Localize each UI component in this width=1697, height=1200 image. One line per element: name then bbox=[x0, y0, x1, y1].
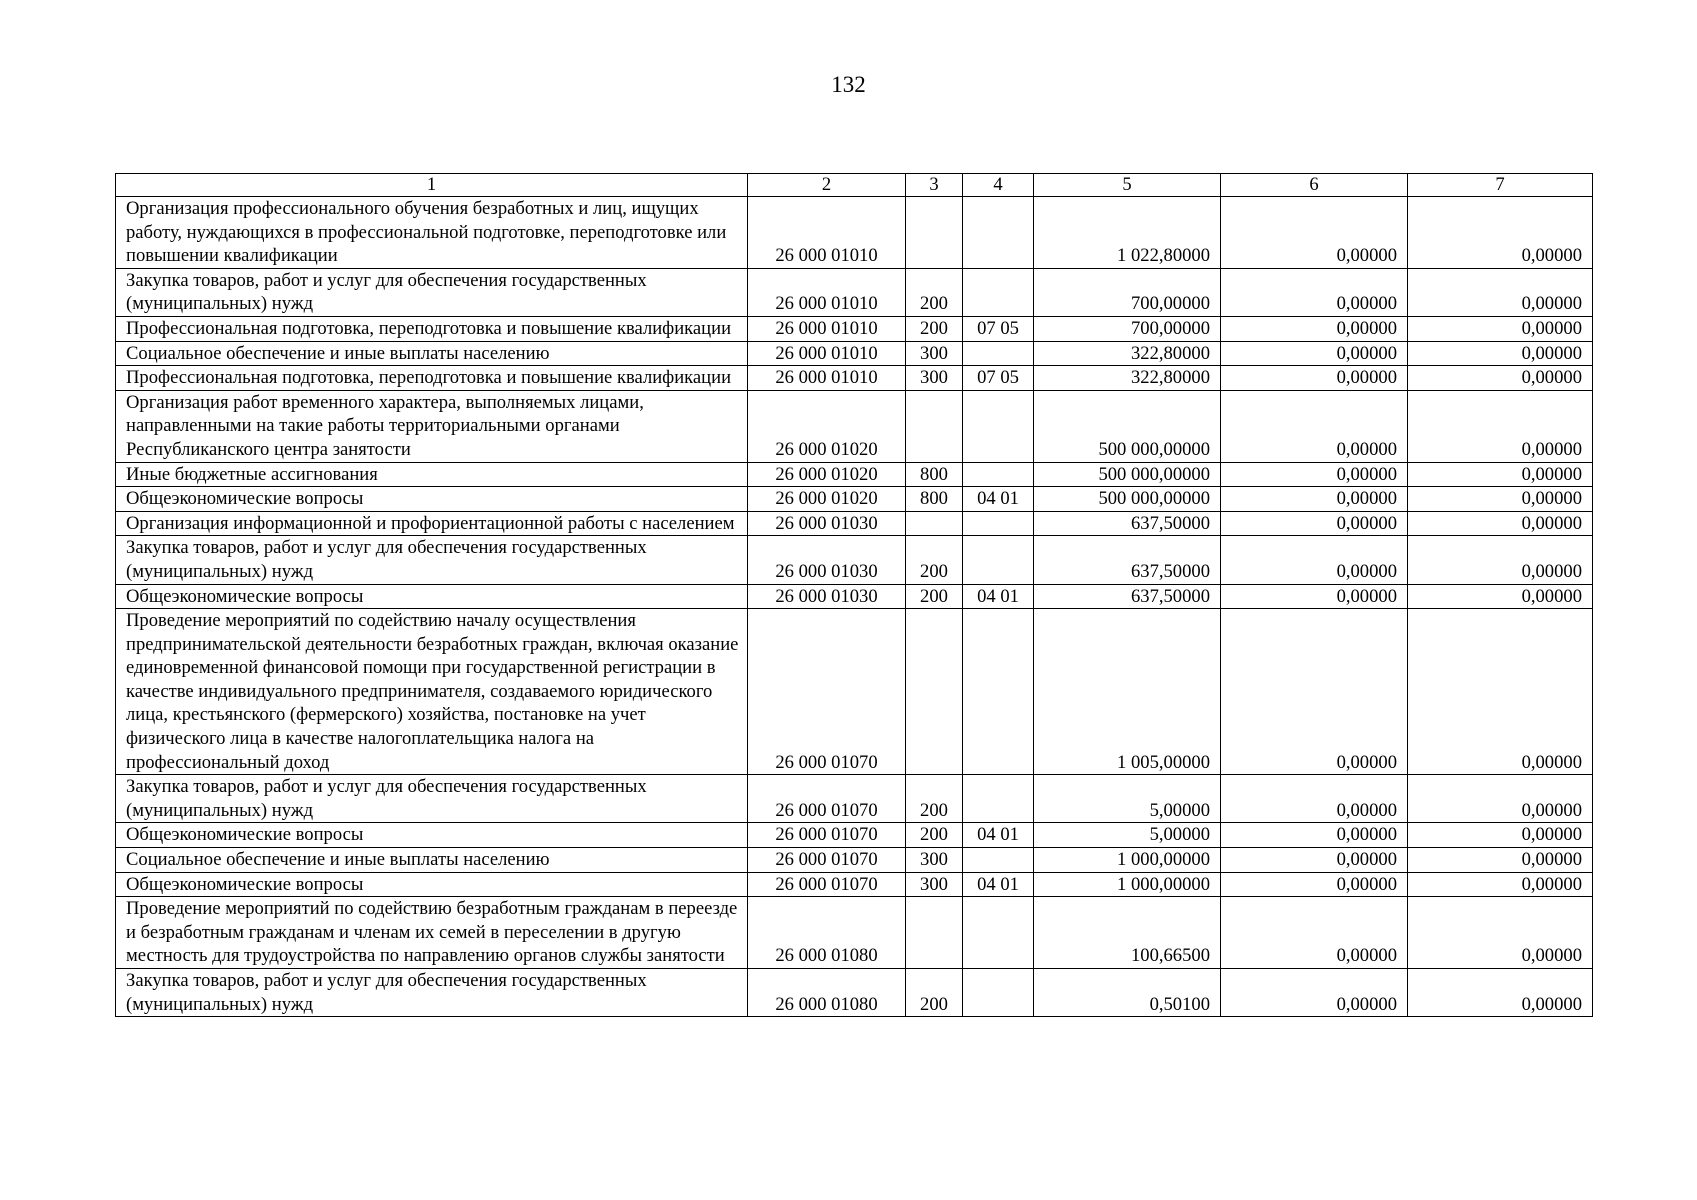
table-row bbox=[116, 511, 1593, 536]
item-name-cell: Закупка товаров, работ и услуг для обеспечения государственных (муниципальных) нужд bbox=[116, 536, 748, 584]
item-name-cell: Организация информационной и профориентационной работы с населением bbox=[116, 511, 748, 536]
section-code-cell bbox=[963, 511, 1034, 536]
section-code-cell bbox=[963, 390, 1034, 462]
column-header-7: 7 bbox=[1408, 174, 1593, 197]
section-code-cell bbox=[963, 897, 1034, 969]
table-row bbox=[116, 872, 1593, 897]
table-row bbox=[116, 823, 1593, 848]
table-row bbox=[116, 609, 1593, 775]
expense-type-cell: 300 bbox=[906, 848, 963, 873]
amount-col7-cell: 0,00000 bbox=[1408, 897, 1593, 969]
table-row bbox=[116, 584, 1593, 609]
item-name-cell: Общеэкономические вопросы bbox=[116, 823, 748, 848]
section-code-cell bbox=[963, 609, 1034, 775]
target-code-cell: 26 000 01080 bbox=[748, 897, 906, 969]
amount-col7-cell: 0,00000 bbox=[1408, 848, 1593, 873]
amount-col7-cell: 0,00000 bbox=[1408, 268, 1593, 316]
expense-type-cell: 200 bbox=[906, 316, 963, 341]
amount-col5-cell: 5,00000 bbox=[1034, 823, 1221, 848]
amount-col7-cell: 0,00000 bbox=[1408, 775, 1593, 823]
item-name-cell: Закупка товаров, работ и услуг для обеспечения государственных (муниципальных) нужд bbox=[116, 268, 748, 316]
amount-col6-cell: 0,00000 bbox=[1221, 536, 1408, 584]
expense-type-cell: 200 bbox=[906, 969, 963, 1017]
amount-col6-cell: 0,00000 bbox=[1221, 462, 1408, 487]
amount-col5-cell: 637,50000 bbox=[1034, 584, 1221, 609]
amount-col7-cell: 0,00000 bbox=[1408, 609, 1593, 775]
amount-col6-cell: 0,00000 bbox=[1221, 197, 1408, 269]
expense-type-cell: 200 bbox=[906, 584, 963, 609]
table-row bbox=[116, 536, 1593, 584]
amount-col7-cell: 0,00000 bbox=[1408, 462, 1593, 487]
amount-col7-cell: 0,00000 bbox=[1408, 584, 1593, 609]
target-code-cell: 26 000 01010 bbox=[748, 197, 906, 269]
section-code-cell: 04 01 bbox=[963, 823, 1034, 848]
table-row bbox=[116, 775, 1593, 823]
amount-col6-cell: 0,00000 bbox=[1221, 366, 1408, 391]
amount-col5-cell: 500 000,00000 bbox=[1034, 462, 1221, 487]
section-code-cell bbox=[963, 536, 1034, 584]
amount-col5-cell: 322,80000 bbox=[1034, 366, 1221, 391]
item-name-cell: Иные бюджетные ассигнования bbox=[116, 462, 748, 487]
amount-col6-cell: 0,00000 bbox=[1221, 390, 1408, 462]
expense-type-cell: 800 bbox=[906, 487, 963, 512]
column-header-3: 3 bbox=[906, 174, 963, 197]
expense-type-cell bbox=[906, 197, 963, 269]
table-body bbox=[116, 197, 1593, 1017]
expense-type-cell: 300 bbox=[906, 341, 963, 366]
target-code-cell: 26 000 01030 bbox=[748, 536, 906, 584]
item-name-cell: Общеэкономические вопросы bbox=[116, 872, 748, 897]
amount-col6-cell: 0,00000 bbox=[1221, 969, 1408, 1017]
section-code-cell bbox=[963, 197, 1034, 269]
amount-col6-cell: 0,00000 bbox=[1221, 511, 1408, 536]
amount-col7-cell: 0,00000 bbox=[1408, 366, 1593, 391]
target-code-cell: 26 000 01080 bbox=[748, 969, 906, 1017]
table-header-row bbox=[116, 174, 1593, 197]
item-name-cell: Проведение мероприятий по содействию началу осуществления предпринимательской деятельности безработных граждан, включая оказание единовременной финансовой помощи при государственной регистрации в качестве индивидуального предпринимателя, создаваемого юридического лица, крестьянского (фермерского) хозяйства, постановке на учет физического лица в качестве налогоплательщика налога на профессиональный доход bbox=[116, 609, 748, 775]
column-header-4: 4 bbox=[963, 174, 1034, 197]
amount-col5-cell: 500 000,00000 bbox=[1034, 390, 1221, 462]
expense-type-cell bbox=[906, 511, 963, 536]
section-code-cell bbox=[963, 268, 1034, 316]
page-number: 132 bbox=[831, 72, 866, 97]
item-name-cell: Организация профессионального обучения безработных и лиц, ищущих работу, нуждающихся в профессиональной подготовке, переподготовке или повышении квалификации bbox=[116, 197, 748, 269]
target-code-cell: 26 000 01020 bbox=[748, 462, 906, 487]
target-code-cell: 26 000 01010 bbox=[748, 268, 906, 316]
amount-col6-cell: 0,00000 bbox=[1221, 848, 1408, 873]
amount-col7-cell: 0,00000 bbox=[1408, 316, 1593, 341]
target-code-cell: 26 000 01070 bbox=[748, 848, 906, 873]
expense-type-cell bbox=[906, 897, 963, 969]
table-row bbox=[116, 487, 1593, 512]
amount-col7-cell: 0,00000 bbox=[1408, 823, 1593, 848]
amount-col7-cell: 0,00000 bbox=[1408, 536, 1593, 584]
item-name-cell: Проведение мероприятий по содействию безработным гражданам в переезде и безработным гражданам и членам их семей в переселении в другую местность для трудоустройства по направлению органов службы занятости bbox=[116, 897, 748, 969]
amount-col5-cell: 500 000,00000 bbox=[1034, 487, 1221, 512]
table-row bbox=[116, 969, 1593, 1017]
amount-col6-cell: 0,00000 bbox=[1221, 872, 1408, 897]
target-code-cell: 26 000 01010 bbox=[748, 341, 906, 366]
amount-col5-cell: 0,50100 bbox=[1034, 969, 1221, 1017]
section-code-cell bbox=[963, 341, 1034, 366]
section-code-cell: 04 01 bbox=[963, 487, 1034, 512]
table-row bbox=[116, 316, 1593, 341]
section-code-cell: 04 01 bbox=[963, 584, 1034, 609]
column-header-6: 6 bbox=[1221, 174, 1408, 197]
target-code-cell: 26 000 01010 bbox=[748, 316, 906, 341]
target-code-cell: 26 000 01030 bbox=[748, 584, 906, 609]
amount-col7-cell: 0,00000 bbox=[1408, 197, 1593, 269]
amount-col7-cell: 0,00000 bbox=[1408, 969, 1593, 1017]
section-code-cell: 04 01 bbox=[963, 872, 1034, 897]
amount-col5-cell: 637,50000 bbox=[1034, 511, 1221, 536]
expense-type-cell bbox=[906, 390, 963, 462]
table-row bbox=[116, 366, 1593, 391]
section-code-cell bbox=[963, 775, 1034, 823]
amount-col7-cell: 0,00000 bbox=[1408, 511, 1593, 536]
target-code-cell: 26 000 01020 bbox=[748, 487, 906, 512]
expense-type-cell: 200 bbox=[906, 775, 963, 823]
target-code-cell: 26 000 01070 bbox=[748, 823, 906, 848]
target-code-cell: 26 000 01070 bbox=[748, 775, 906, 823]
amount-col6-cell: 0,00000 bbox=[1221, 316, 1408, 341]
expense-type-cell: 200 bbox=[906, 536, 963, 584]
table-row bbox=[116, 390, 1593, 462]
amount-col6-cell: 0,00000 bbox=[1221, 268, 1408, 316]
amount-col5-cell: 322,80000 bbox=[1034, 341, 1221, 366]
expense-type-cell bbox=[906, 609, 963, 775]
expense-type-cell: 800 bbox=[906, 462, 963, 487]
amount-col5-cell: 1 022,80000 bbox=[1034, 197, 1221, 269]
amount-col5-cell: 100,66500 bbox=[1034, 897, 1221, 969]
target-code-cell: 26 000 01030 bbox=[748, 511, 906, 536]
amount-col6-cell: 0,00000 bbox=[1221, 584, 1408, 609]
item-name-cell: Профессиональная подготовка, переподготовка и повышение квалификации bbox=[116, 366, 748, 391]
item-name-cell: Социальное обеспечение и иные выплаты населению bbox=[116, 848, 748, 873]
table-row bbox=[116, 197, 1593, 269]
table-row bbox=[116, 462, 1593, 487]
column-header-1: 1 bbox=[116, 174, 748, 197]
table-row bbox=[116, 848, 1593, 873]
target-code-cell: 26 000 01010 bbox=[748, 366, 906, 391]
expense-type-cell: 200 bbox=[906, 268, 963, 316]
amount-col6-cell: 0,00000 bbox=[1221, 487, 1408, 512]
item-name-cell: Общеэкономические вопросы bbox=[116, 584, 748, 609]
amount-col7-cell: 0,00000 bbox=[1408, 872, 1593, 897]
target-code-cell: 26 000 01070 bbox=[748, 872, 906, 897]
item-name-cell: Закупка товаров, работ и услуг для обеспечения государственных (муниципальных) нужд bbox=[116, 969, 748, 1017]
table-row bbox=[116, 341, 1593, 366]
amount-col7-cell: 0,00000 bbox=[1408, 390, 1593, 462]
amount-col5-cell: 700,00000 bbox=[1034, 316, 1221, 341]
expense-type-cell: 300 bbox=[906, 872, 963, 897]
target-code-cell: 26 000 01070 bbox=[748, 609, 906, 775]
amount-col6-cell: 0,00000 bbox=[1221, 775, 1408, 823]
amount-col7-cell: 0,00000 bbox=[1408, 341, 1593, 366]
table-row bbox=[116, 268, 1593, 316]
amount-col7-cell: 0,00000 bbox=[1408, 487, 1593, 512]
expense-type-cell: 200 bbox=[906, 823, 963, 848]
amount-col6-cell: 0,00000 bbox=[1221, 897, 1408, 969]
expense-type-cell: 300 bbox=[906, 366, 963, 391]
section-code-cell bbox=[963, 848, 1034, 873]
item-name-cell: Организация работ временного характера, выполняемых лицами, направленными на такие работы территориальными органами Республиканского центра занятости bbox=[116, 390, 748, 462]
item-name-cell: Закупка товаров, работ и услуг для обеспечения государственных (муниципальных) нужд bbox=[116, 775, 748, 823]
section-code-cell bbox=[963, 969, 1034, 1017]
amount-col5-cell: 1 005,00000 bbox=[1034, 609, 1221, 775]
amount-col5-cell: 1 000,00000 bbox=[1034, 848, 1221, 873]
section-code-cell bbox=[963, 462, 1034, 487]
amount-col6-cell: 0,00000 bbox=[1221, 341, 1408, 366]
amount-col5-cell: 700,00000 bbox=[1034, 268, 1221, 316]
column-header-5: 5 bbox=[1034, 174, 1221, 197]
budget-table bbox=[115, 173, 1593, 1017]
amount-col5-cell: 1 000,00000 bbox=[1034, 872, 1221, 897]
amount-col6-cell: 0,00000 bbox=[1221, 823, 1408, 848]
item-name-cell: Профессиональная подготовка, переподготовка и повышение квалификации bbox=[116, 316, 748, 341]
amount-col5-cell: 637,50000 bbox=[1034, 536, 1221, 584]
item-name-cell: Социальное обеспечение и иные выплаты населению bbox=[116, 341, 748, 366]
target-code-cell: 26 000 01020 bbox=[748, 390, 906, 462]
amount-col6-cell: 0,00000 bbox=[1221, 609, 1408, 775]
amount-col5-cell: 5,00000 bbox=[1034, 775, 1221, 823]
column-header-2: 2 bbox=[748, 174, 906, 197]
table-row bbox=[116, 897, 1593, 969]
section-code-cell: 07 05 bbox=[963, 316, 1034, 341]
item-name-cell: Общеэкономические вопросы bbox=[116, 487, 748, 512]
section-code-cell: 07 05 bbox=[963, 366, 1034, 391]
